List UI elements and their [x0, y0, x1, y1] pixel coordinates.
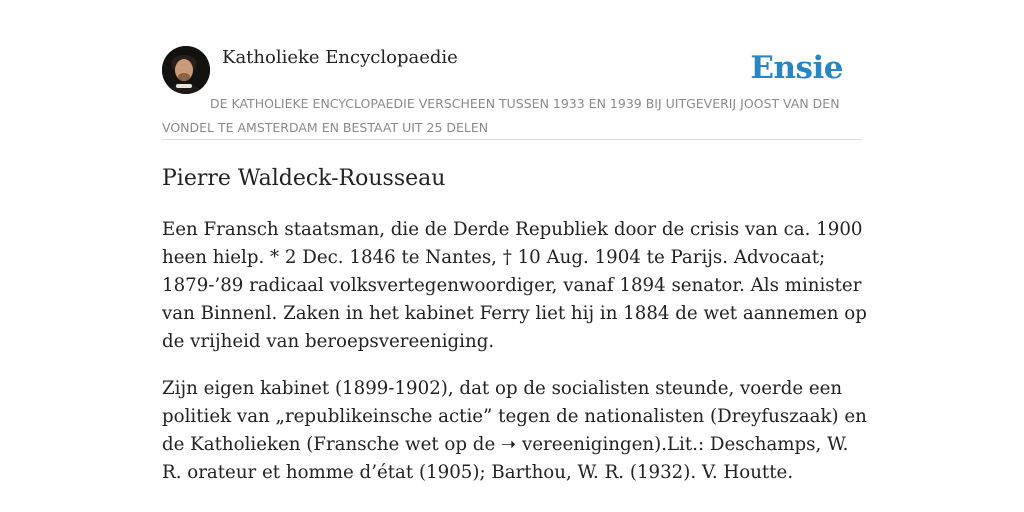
article-title: Pierre Waldeck-Rousseau	[162, 166, 446, 191]
header-divider	[162, 139, 862, 140]
ensie-logo[interactable]: Ensie	[750, 50, 843, 86]
portrait-avatar-icon[interactable]	[162, 46, 210, 94]
site-header	[162, 40, 862, 140]
article	[162, 162, 867, 487]
site-tagline: DE KATHOLIEKE ENCYCLOPAEDIE VERSCHEEN TUSSEN 1933 EN 1939 BIJ UITGEVERIJ JOOST VAN DEN VONDEL TE AMSTERDAM EN BESTAAT UIT 25 DELEN	[162, 96, 840, 135]
article-paragraph: Een Fransch staatsman, die de Derde Republiek door de crisis van ca. 1900 heen hielp. * 2 Dec. 1846 te Nantes, † 10 Aug. 1904 te Parijs. Advocaat; 1879-’89 radicaal volksvertegenwoordiger, vanaf 1894 senator. Als minister van Binnenl. Zaken in het kabinet Ferry liet hij in 1884 de wet aannemen op de vrijheid van beroepsvereeniging.	[162, 219, 867, 352]
article-paragraph: Zijn eigen kabinet (1899-1902), dat op de socialisten steunde, voerde een politiek van „republikeinsche actie” tegen de nationalisten (Dreyfuszaak) en de Katholieken (Fransche wet op de ➝ vereenigingen).Lit.: Deschamps, W. R. orateur et homme d’état (1905); Barthou, W. R. (1932). V. Houtte.	[162, 378, 867, 483]
site-title[interactable]: Katholieke Encyclopaedie	[222, 47, 458, 68]
